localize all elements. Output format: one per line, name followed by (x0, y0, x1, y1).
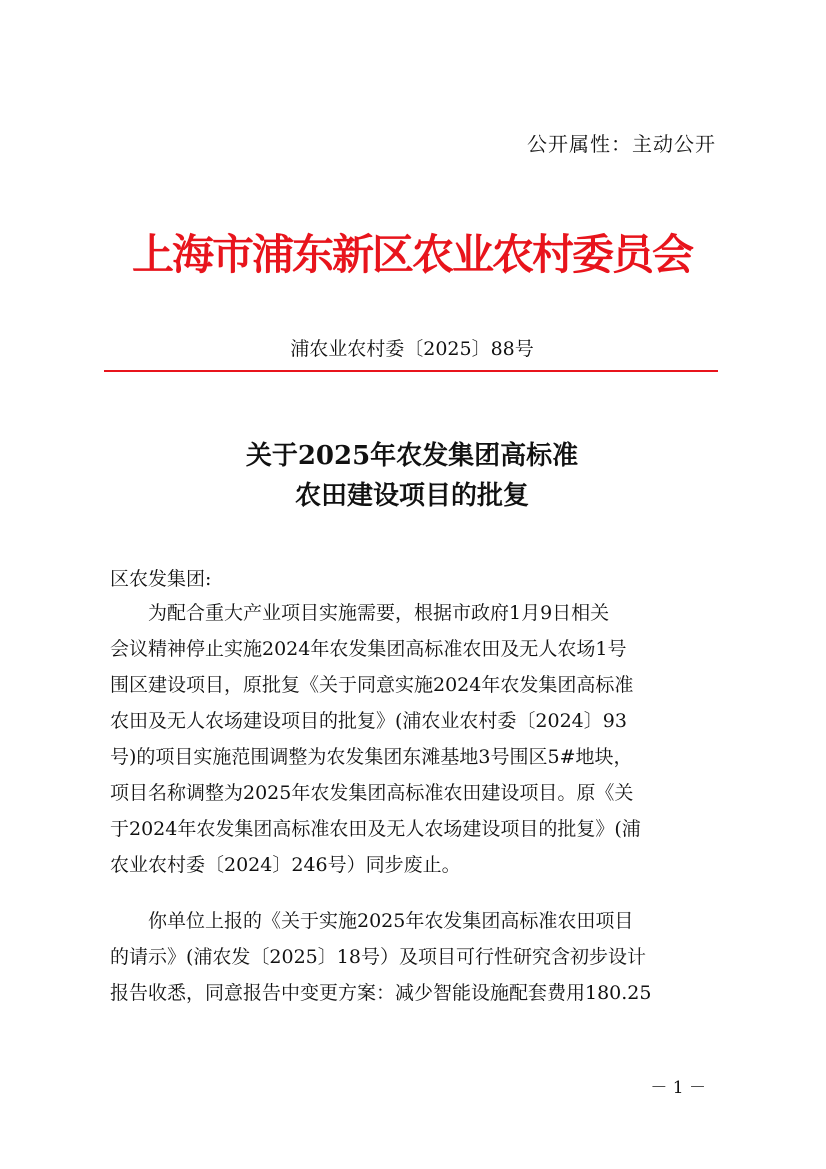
issuing-agency-title: 上海市浦东新区农业农村委员会 (131, 230, 692, 279)
paragraph-line: 的请示》(浦农发〔2025〕18号）及项目可行性研究含初步设计 (110, 946, 646, 968)
page-number: － 1 － (650, 1078, 706, 1098)
disclosure-label: 公开属性：主动公开 (527, 132, 716, 156)
paragraph-1 (110, 595, 722, 883)
paragraph-line: 农业农村委〔2024〕246号）同步废止。 (110, 854, 461, 876)
document-number: 浦农业农村委〔2025〕88号 (290, 338, 534, 360)
paragraph-line: 报告收悉，同意报告中变更方案：减少智能设施配套费用180.25 (110, 982, 652, 1004)
paragraph-line: 围区建设项目，原批复《关于同意实施2024年农发集团高标准 (110, 674, 634, 696)
paragraph-2 (110, 903, 722, 1011)
paragraph-line: 项目名称调整为2025年农发集团高标准农田建设项目。原《关 (110, 782, 634, 804)
red-divider-line (104, 370, 718, 372)
paragraph-line: 农田及无人农场建设项目的批复》(浦农业农村委〔2024〕93 (110, 710, 627, 732)
paragraph-line: 会议精神停止实施2024年农发集团高标准农田及无人农场1号 (110, 638, 627, 660)
paragraph-line: 你单位上报的《关于实施2025年农发集团高标准农田项目 (148, 910, 634, 932)
paragraph-line: 于2024年农发集团高标准农田及无人农场建设项目的批复》(浦 (110, 818, 641, 840)
paragraph-line: 号)的项目实施范围调整为农发集团东滩基地3号围区5#地块， (110, 746, 633, 768)
paragraph-line: 为配合重大产业项目实施需要，根据市政府1月9日相关 (148, 602, 610, 624)
title-line-2: 农田建设项目的批复 (294, 481, 529, 511)
title-line-1: 关于2025年农发集团高标准 (245, 441, 579, 471)
salutation: 区农发集团: (110, 568, 212, 590)
document-title (106, 436, 718, 516)
